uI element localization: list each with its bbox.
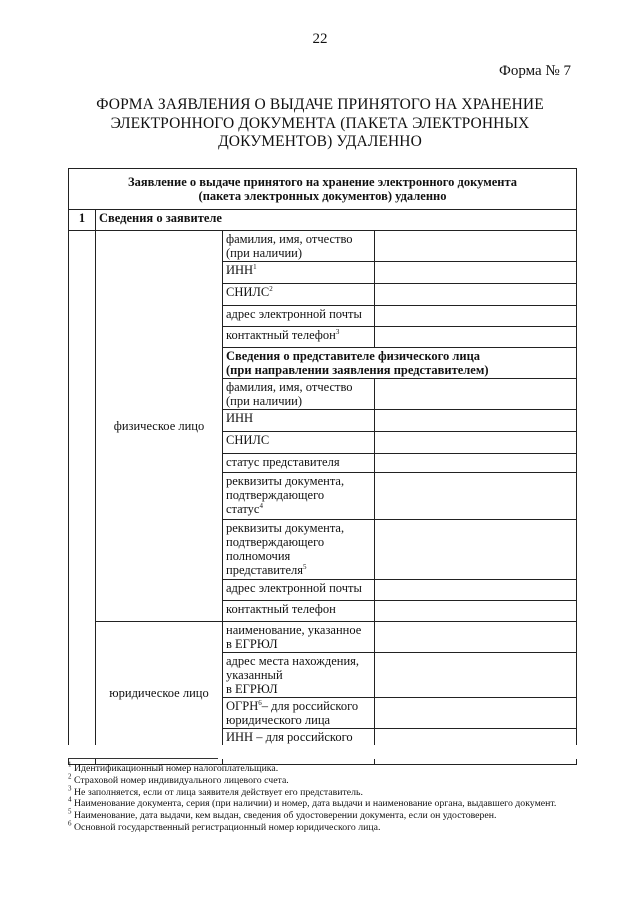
- footnote: $^4$ Наименование документа, серия (при наличии) и номер, дата выдачи и наименование органа, выдавшего документ.: [68, 796, 557, 810]
- section-title: Сведения о заявителе: [96, 210, 577, 231]
- rep-email-field[interactable]: [375, 580, 577, 601]
- phone-field[interactable]: [375, 327, 577, 348]
- snils-field[interactable]: [375, 284, 577, 306]
- table-header-line: (пакета электронных документов) удаленно: [198, 189, 447, 203]
- legal-entity-label: юридическое лицо: [96, 622, 223, 765]
- rep-fio-label: фамилия, имя, отчество (при наличии): [223, 379, 375, 410]
- title-line: ФОРМА ЗАЯВЛЕНИЯ О ВЫДАЧЕ ПРИНЯТОГО НА ХРАНЕНИЕ: [96, 96, 544, 113]
- le-address-label: адрес места нахождения, указанный в ЕГРЮЛ: [223, 653, 375, 698]
- individual-label: физическое лицо: [96, 231, 223, 622]
- rep-fio-field[interactable]: [375, 379, 577, 410]
- representative-section-title: Сведения о представителе физического лица (при направлении заявления представителем): [223, 348, 577, 379]
- title-line: ЭЛЕКТРОННОГО ДОКУМЕНТА (ПАКЕТА ЭЛЕКТРОННЫХ: [110, 114, 530, 132]
- rep-status-label: статус представителя: [223, 454, 375, 473]
- le-ogrn-field[interactable]: [375, 698, 577, 729]
- rep-phone-field[interactable]: [375, 601, 577, 622]
- inn-field[interactable]: [375, 262, 577, 284]
- fio-field[interactable]: [375, 231, 577, 262]
- inn-label: ИНН$^1$: [223, 262, 375, 284]
- snils-label: СНИЛС$^2$: [223, 284, 375, 306]
- email-field[interactable]: [375, 306, 577, 327]
- footnote: $^1$ Идентификационный номер налогоплательщика.: [68, 760, 279, 774]
- application-form-table: [68, 168, 577, 765]
- rep-authority-document-field[interactable]: [375, 520, 577, 580]
- document-title: [60, 96, 580, 152]
- table-header: [69, 169, 577, 210]
- rep-authority-document-label: реквизиты документа, подтверждающего полномочия представителя$^5$: [223, 520, 375, 580]
- title-line: ДОКУМЕНТОВ) УДАЛЕННО: [218, 133, 422, 150]
- section-number: 1: [69, 210, 96, 231]
- footnote-separator: [68, 758, 218, 759]
- form-number: Форма № 7: [499, 63, 571, 79]
- rep-snils-field[interactable]: [375, 432, 577, 454]
- le-ogrn-label: ОГРН$^6$– для российского юридического лица: [223, 698, 375, 729]
- page-bottom-mask: [60, 745, 580, 759]
- rep-status-document-label: реквизиты документа, подтверждающего статус$^4$: [223, 473, 375, 520]
- le-address-field[interactable]: [375, 653, 577, 698]
- phone-label: контактный телефон$^3$: [223, 327, 375, 348]
- footnotes: [68, 760, 573, 834]
- rep-inn-field[interactable]: [375, 410, 577, 432]
- rep-inn-label: ИНН: [223, 410, 375, 432]
- email-label: адрес электронной почты: [223, 306, 375, 327]
- le-name-label: наименование, указанное в ЕГРЮЛ: [223, 622, 375, 653]
- footnote: $^6$ Основной государственный регистрационный номер юридического лица.: [68, 819, 381, 833]
- le-inn-label: ИНН – для российского: [223, 729, 375, 765]
- table-header-line: Заявление о выдаче принятого на хранение электронного документа: [128, 175, 518, 189]
- rep-snils-label: СНИЛС: [223, 432, 375, 454]
- rep-phone-label: контактный телефон: [223, 601, 375, 622]
- rep-status-document-field[interactable]: [375, 473, 577, 520]
- fio-label: фамилия, имя, отчество (при наличии): [223, 231, 375, 262]
- footnote: $^5$ Наименование, дата выдачи, кем выдан, сведения об удостоверении документа, если он удостоверен.: [68, 807, 497, 822]
- rep-email-label: адрес электронной почты: [223, 580, 375, 601]
- footnote: $^2$ Страховой номер индивидуального лицевого счета.: [68, 772, 289, 786]
- le-name-field[interactable]: [375, 622, 577, 653]
- page-number: 22: [312, 31, 328, 47]
- footnote: $^3$ Не заполняется, если от лица заявителя действует его представитель.: [68, 784, 363, 798]
- section-number-spacer: [69, 231, 96, 765]
- rep-status-field[interactable]: [375, 454, 577, 473]
